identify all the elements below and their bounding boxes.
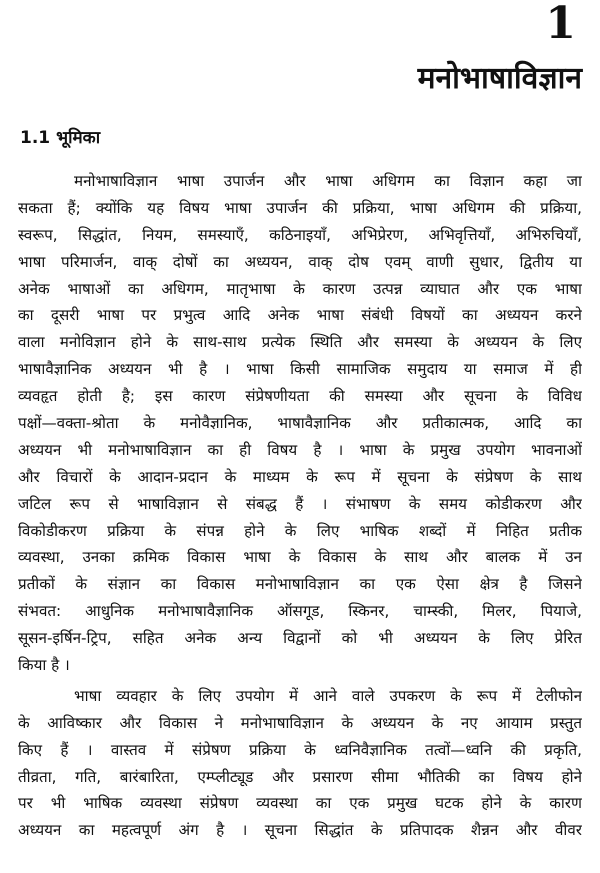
text-line: अनेक भाषाओं का अधिगम, मातृभाषा के कारण उत्पन्न व्याघात और एक भाषा (18, 279, 582, 298)
text-line: सूसन-इर्षिन-ट्रिप, सहित अनेक अन्य विद्वानों को भी अध्ययन के लिए प्रेरित (18, 629, 582, 648)
text-line: प्रतीकों के संज्ञान का विकास मनोभाषाविज्ञान का एक ऐसा क्षेत्र है जिसने (18, 575, 582, 594)
text-line: किया है । (18, 656, 70, 675)
text-line: पर भी भाषिक व्यवस्था संप्रेषण व्यवस्था का एक प्रमुख घटक होने के कारण (18, 794, 582, 813)
text-line: का दूसरी भाषा पर प्रभुत्व आदि अनेक भाषा संबंधी विषयों का अध्ययन करने (18, 306, 582, 325)
text-line: भाषावैज्ञानिक अध्ययन भी है । भाषा किसी सामाजिक समुदाय या समाज में ही (18, 360, 582, 379)
text-line: संभवत: आधुनिक मनोभाषावैज्ञानिक ऑसगूड, स्किनर, चाम्स्की, मिलर, पियाजे, (18, 602, 582, 621)
chapter-number: 1 (545, 0, 576, 49)
text-line: जटिल रूप से भाषाविज्ञान से संबद्ध हैं । संभाषण के समय कोडीकरण और (18, 494, 582, 513)
text-line: अध्ययन का महत्वपूर्ण अंग है । सूचना सिद्धांत के प्रतिपादक शैन्नन और वीवर (18, 821, 582, 840)
text-line: किए हैं । वास्तव में संप्रेषण प्रक्रिया के ध्वनिवैज्ञानिक तत्वों—ध्वनि की प्रकृति, (18, 740, 582, 759)
text-line: मनोभाषाविज्ञान भाषा उपार्जन और भाषा अधिगम का विज्ञान कहा जा (74, 172, 582, 190)
text-line: भाषा व्यवहार के लिए उपयोग में आने वाले उपकरण के रूप में टेलीफोन (74, 686, 582, 705)
text-line: विकोडीकरण प्रक्रिया के संपन्न होने के लिए भाषिक शब्दों में निहित प्रतीक (18, 521, 582, 540)
text-line: स्वरूप, सिद्धांत, नियम, समस्याएँ, कठिनाइयाँ, अभिप्रेरण, अभिवृत्तियाँ, अभिरुचियाँ, (18, 225, 582, 244)
text-line: वाला मनोविज्ञान होने के साथ-साथ प्रत्येक स्थिति और समस्या के अध्ययन के लिए (18, 333, 582, 352)
text-line: भाषा परिमार्जन, वाक् दोषों का अध्ययन, वाक् दोष एवम् वाणी सुधार, द्वितीय या (18, 252, 582, 271)
body-text (18, 168, 582, 844)
section-heading (20, 128, 100, 148)
paragraph-2 (18, 683, 582, 844)
text-line: पक्षों—वक्ता-श्रोता के मनोवैज्ञानिक, भाषावैज्ञानिक और प्रतीकात्मक, आदि का (18, 414, 582, 433)
text-line: अध्ययन भी मनोभाषाविज्ञान का ही विषय है । भाषा के प्रमुख उपयोग भावनाओं (18, 440, 582, 459)
text-line: व्यवहृत होती है; इस कारण संप्रेषणीयता की समस्या और सूचना के विविध (18, 387, 582, 406)
text-line: के आविष्कार और विकास ने मनोभाषाविज्ञान के अध्ययन के नए आयाम प्रस्तुत (18, 713, 582, 732)
paragraph-1 (18, 168, 582, 679)
section-title: भूमिका (56, 128, 101, 148)
text-line: तीव्रता, गति, बारंबारिता, एम्प्लीट्यूड और प्रसारण सीमा भौतिकी का विषय होने (18, 767, 582, 786)
text-line: सकता हैं; क्योंकि यह विषय भाषा उपार्जन की प्रक्रिया, भाषा अधिगम की प्रक्रिया, (18, 198, 582, 217)
text-line: व्यवस्था, उनका क्रमिक विकास भाषा के विकास के साथ और बालक में उन (18, 548, 582, 567)
chapter-title: मनोभाषाविज्ञान (417, 61, 582, 96)
text-line: और विचारों के आदान-प्रदान के माध्यम के रूप में सूचना के संप्रेषण के साथ (18, 467, 582, 486)
section-number: 1.1 (20, 128, 51, 148)
